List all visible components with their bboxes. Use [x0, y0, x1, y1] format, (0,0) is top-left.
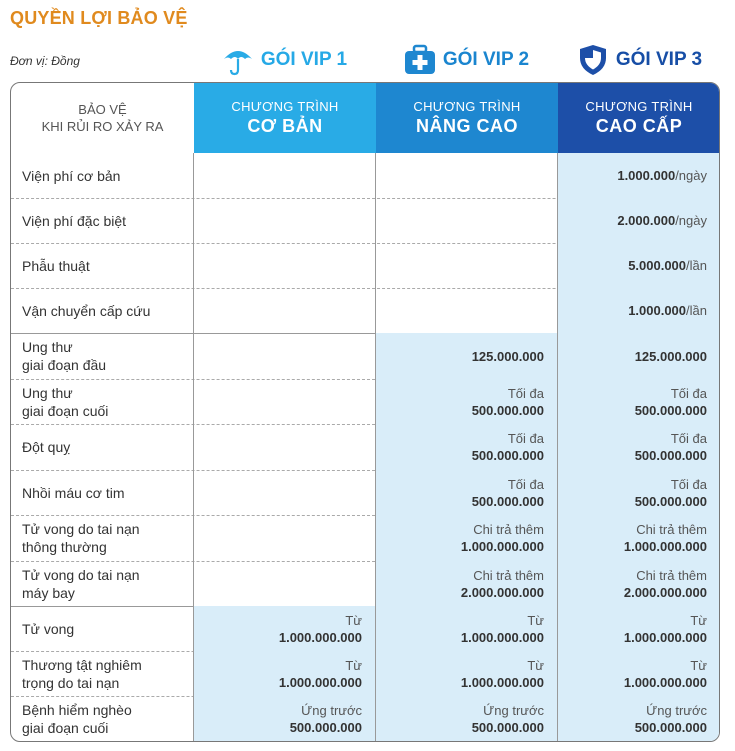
benefit-value-c3 [558, 515, 720, 561]
table-row [11, 333, 720, 379]
benefit-value-c2 [376, 696, 558, 742]
benefit-value-c1 [194, 288, 376, 333]
benefit-label-text: Vận chuyển cấp cứu [22, 302, 151, 319]
header-program-name: CƠ BẢN [247, 116, 323, 136]
benefit-value-c3 [558, 153, 720, 198]
package-vip2-heading [375, 40, 557, 80]
value-text: 1.000.000 [628, 303, 687, 318]
benefit-label-text: Ung thư giai đoạn cuối [22, 384, 109, 419]
benefit-label-text: Đột quỵ [22, 439, 71, 455]
header-program-name: CAO CẤP [595, 116, 683, 136]
benefit-label-text: Viện phí đặc biệt [22, 212, 127, 229]
benefit-value-c2 [376, 243, 558, 288]
value-text: 2.000.000.000 [460, 584, 544, 600]
value-text: Ứng trước [301, 703, 362, 718]
benefit-value-c3 [558, 651, 720, 696]
table-row [11, 606, 720, 651]
value-text: Ứng trước [646, 703, 707, 718]
value-text: Từ [527, 657, 544, 673]
value-text: 500.000.000 [634, 493, 707, 509]
value-text: /ngày [675, 213, 707, 228]
value-text: Từ [690, 657, 707, 673]
value-text: /ngày [675, 168, 707, 183]
benefit-label [11, 198, 194, 243]
benefit-label [11, 379, 194, 424]
benefit-label-text: Viện phí cơ bản [22, 167, 121, 184]
value-text: 1.000.000.000 [460, 674, 544, 690]
benefit-label-text: Tử vong do tai nạn máy bay [22, 566, 140, 601]
shield-icon [576, 43, 610, 77]
benefit-value-c3 [558, 561, 720, 606]
unit-note: Đơn vị: Đồng [10, 54, 80, 68]
benefit-label [11, 153, 194, 198]
benefit-value-c1 [194, 470, 376, 515]
benefit-value-c3 [558, 333, 720, 379]
value-text: 500.000.000 [634, 448, 707, 463]
package-vip3-heading [557, 40, 721, 80]
value-text: Tối đa [670, 431, 707, 446]
benefit-value-c3 [558, 470, 720, 515]
benefit-value-c2 [376, 288, 558, 333]
benefit-label-text: Nhồi máu cơ tim [22, 484, 125, 501]
benefit-label-text: Tử vong [22, 620, 75, 637]
package-vip1-heading [193, 40, 375, 80]
value-text: 2.000.000 [617, 213, 676, 228]
benefit-value-c1 [194, 153, 376, 198]
value-line [617, 212, 707, 229]
benefit-value-c1 [194, 198, 376, 243]
value-text: 1.000.000.000 [460, 629, 544, 645]
value-text: /lần [686, 258, 707, 273]
benefit-value-c3 [558, 198, 720, 243]
table-row [11, 561, 720, 606]
benefit-value-c3 [558, 288, 720, 333]
benefit-value-c3 [558, 379, 720, 424]
benefit-label [11, 288, 194, 333]
table-row [11, 424, 720, 470]
benefit-value-c1 [194, 651, 376, 696]
header-program-label: CHƯƠNG TRÌNH [413, 99, 521, 114]
benefit-label [11, 515, 194, 561]
value-line [617, 167, 707, 184]
benefit-value-c2 [376, 515, 558, 561]
benefit-label-text: Ung thư giai đoạn đầu [22, 339, 107, 373]
table-row [11, 696, 720, 742]
medical-kit-icon [403, 43, 437, 77]
benefit-value-c3 [558, 696, 720, 742]
benefit-value-c2 [376, 198, 558, 243]
benefit-label [11, 651, 194, 696]
benefit-value-c2 [376, 470, 558, 515]
header-program-label: CHƯƠNG TRÌNH [231, 99, 339, 114]
benefit-label [11, 561, 194, 606]
package-vip2-label: GÓI VIP 2 [442, 49, 530, 70]
value-text: Ứng trước [483, 703, 544, 718]
header-line: BẢO VỆ [78, 102, 127, 117]
page-title: QUYỀN LỢI BẢO VỆ [10, 8, 188, 28]
header-line: KHI RỦI RO XẢY RA [41, 119, 164, 134]
value-text: Tối đa [670, 385, 707, 401]
value-text: 500.000.000 [289, 720, 362, 735]
value-text: 125.000.000 [471, 348, 544, 364]
package-vip1-label: GÓI VIP 1 [260, 49, 348, 70]
value-text: Từ [690, 612, 707, 628]
value-text: 5.000.000 [628, 258, 687, 273]
benefit-value-c2 [376, 651, 558, 696]
table-row [11, 379, 720, 424]
table-header-advanced [376, 83, 558, 153]
value-text: 500.000.000 [471, 448, 544, 463]
header-program-name: NÂNG CAO [416, 116, 518, 136]
value-text: 1.000.000.000 [278, 629, 362, 645]
value-text: Từ [345, 612, 362, 628]
value-text: Từ [527, 612, 544, 628]
value-text: 500.000.000 [471, 493, 544, 509]
value-text: /lần [686, 303, 707, 318]
benefit-value-c1 [194, 333, 376, 379]
umbrella-icon [221, 43, 255, 77]
table-row [11, 153, 720, 198]
value-text: Chi trả thêm [636, 567, 707, 583]
benefit-value-c2 [376, 606, 558, 651]
value-line [628, 302, 707, 319]
value-text: 1.000.000.000 [460, 539, 544, 554]
benefit-value-c2 [376, 153, 558, 198]
value-text: 500.000.000 [471, 720, 544, 735]
value-text: 1.000.000.000 [623, 629, 707, 645]
benefit-label-text: Thương tật nghiêm trọng do tai nạn [22, 656, 142, 691]
benefit-value-c2 [376, 561, 558, 606]
value-text: Chi trả thêm [636, 522, 707, 537]
table-row [11, 243, 720, 288]
value-text: 1.000.000.000 [278, 674, 362, 690]
benefit-label [11, 243, 194, 288]
benefit-label [11, 333, 194, 379]
value-text: 500.000.000 [634, 720, 707, 735]
table-row [11, 288, 720, 333]
benefit-value-c1 [194, 696, 376, 742]
value-text: Chi trả thêm [473, 567, 544, 583]
benefit-label [11, 424, 194, 470]
benefit-value-c2 [376, 333, 558, 379]
benefit-value-c2 [376, 379, 558, 424]
benefit-value-c1 [194, 561, 376, 606]
benefit-value-c3 [558, 606, 720, 651]
table-header-risk [11, 83, 194, 153]
table-row [11, 470, 720, 515]
value-text: Tối đa [507, 385, 544, 401]
benefit-value-c1 [194, 424, 376, 470]
benefit-label-text: Tử vong do tai nạn thông thường [22, 521, 140, 555]
benefit-label-text: Phẫu thuật [22, 257, 90, 274]
benefit-value-c3 [558, 424, 720, 470]
benefits-table [10, 82, 720, 742]
value-text: 1.000.000 [617, 168, 676, 183]
value-text: 2.000.000.000 [623, 584, 707, 600]
benefit-value-c1 [194, 515, 376, 561]
benefit-value-c1 [194, 606, 376, 651]
table-header-basic [194, 83, 376, 153]
benefit-value-c2 [376, 424, 558, 470]
benefit-label [11, 606, 194, 651]
value-text: 1.000.000.000 [623, 674, 707, 690]
value-text: Tối đa [670, 476, 707, 492]
benefit-value-c1 [194, 243, 376, 288]
value-text: Tối đa [507, 476, 544, 492]
table-row [11, 515, 720, 561]
package-vip3-label: GÓI VIP 3 [615, 49, 703, 70]
benefit-label [11, 470, 194, 515]
table-header-premium [558, 83, 720, 153]
benefit-value-c1 [194, 379, 376, 424]
value-text: Tối đa [507, 431, 544, 446]
value-text: Chi trả thêm [473, 522, 544, 537]
value-text: 500.000.000 [471, 402, 544, 418]
header-program-label: CHƯƠNG TRÌNH [585, 99, 693, 114]
table-row [11, 198, 720, 243]
table-row [11, 651, 720, 696]
value-text: 1.000.000.000 [623, 539, 707, 554]
benefit-label [11, 696, 194, 742]
benefit-value-c3 [558, 243, 720, 288]
value-line [628, 257, 707, 274]
value-text: 125.000.000 [634, 348, 707, 364]
value-text: Từ [345, 657, 362, 673]
benefit-label-text: Bệnh hiểm nghèo giai đoạn cuối [22, 702, 132, 736]
value-text: 500.000.000 [634, 402, 707, 418]
